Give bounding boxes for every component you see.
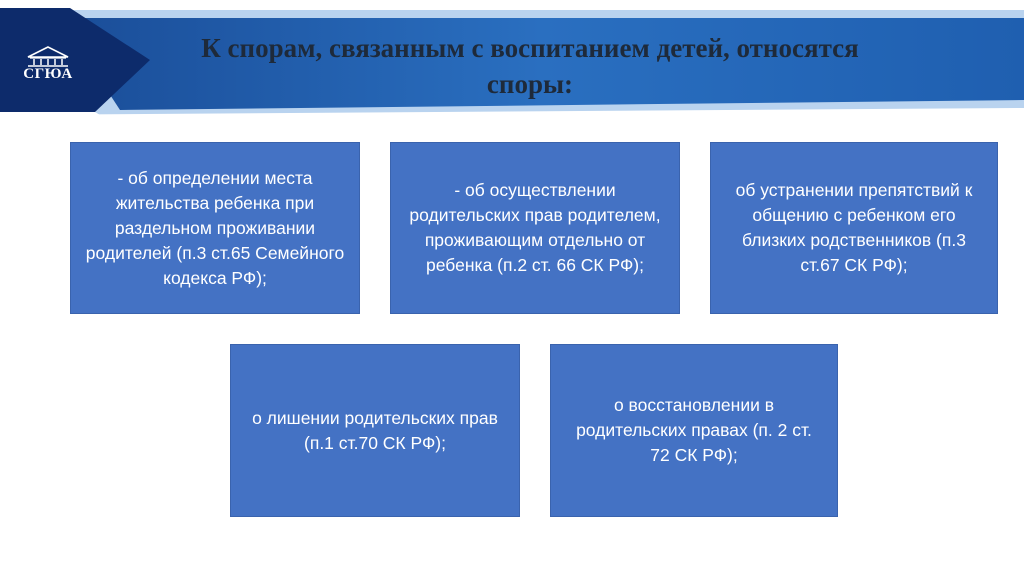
- title-line-2: споры:: [486, 69, 574, 99]
- title-line-1: К спорам, связанным с воспитанием детей, относятся: [201, 33, 859, 63]
- building-icon: [14, 44, 82, 68]
- dispute-box-text: об устранении препятствий к общению с ребенком его близких родственников (п.3 ст.67 СК РФ);: [735, 180, 973, 275]
- dispute-box-obstacles-communication: [710, 142, 998, 314]
- logo-text: СГЮА: [23, 66, 73, 82]
- dispute-box-text: о восстановлении в родительских правах (п. 2 ст. 72 СК РФ);: [576, 395, 812, 465]
- dispute-box-parental-rights-exercise: [390, 142, 680, 314]
- dispute-box-text: - об осуществлении родительских прав родителем, проживающим отдельно от ребенка (п.2 ст. 66 СК РФ);: [409, 180, 661, 275]
- dispute-box-text: - об определении места жительства ребенка при раздельном проживании родителей (п.3 ст.65 Семейного кодекса РФ);: [85, 167, 345, 288]
- dispute-box-text: о лишении родительских прав (п.1 ст.70 СК РФ);: [252, 407, 498, 453]
- page-title: [150, 30, 910, 102]
- header-band: [0, 0, 1024, 115]
- dispute-box-deprivation: [230, 344, 520, 517]
- dispute-box-residence: [70, 142, 360, 314]
- dispute-box-restoration: [550, 344, 838, 517]
- sgua-logo: [14, 44, 82, 90]
